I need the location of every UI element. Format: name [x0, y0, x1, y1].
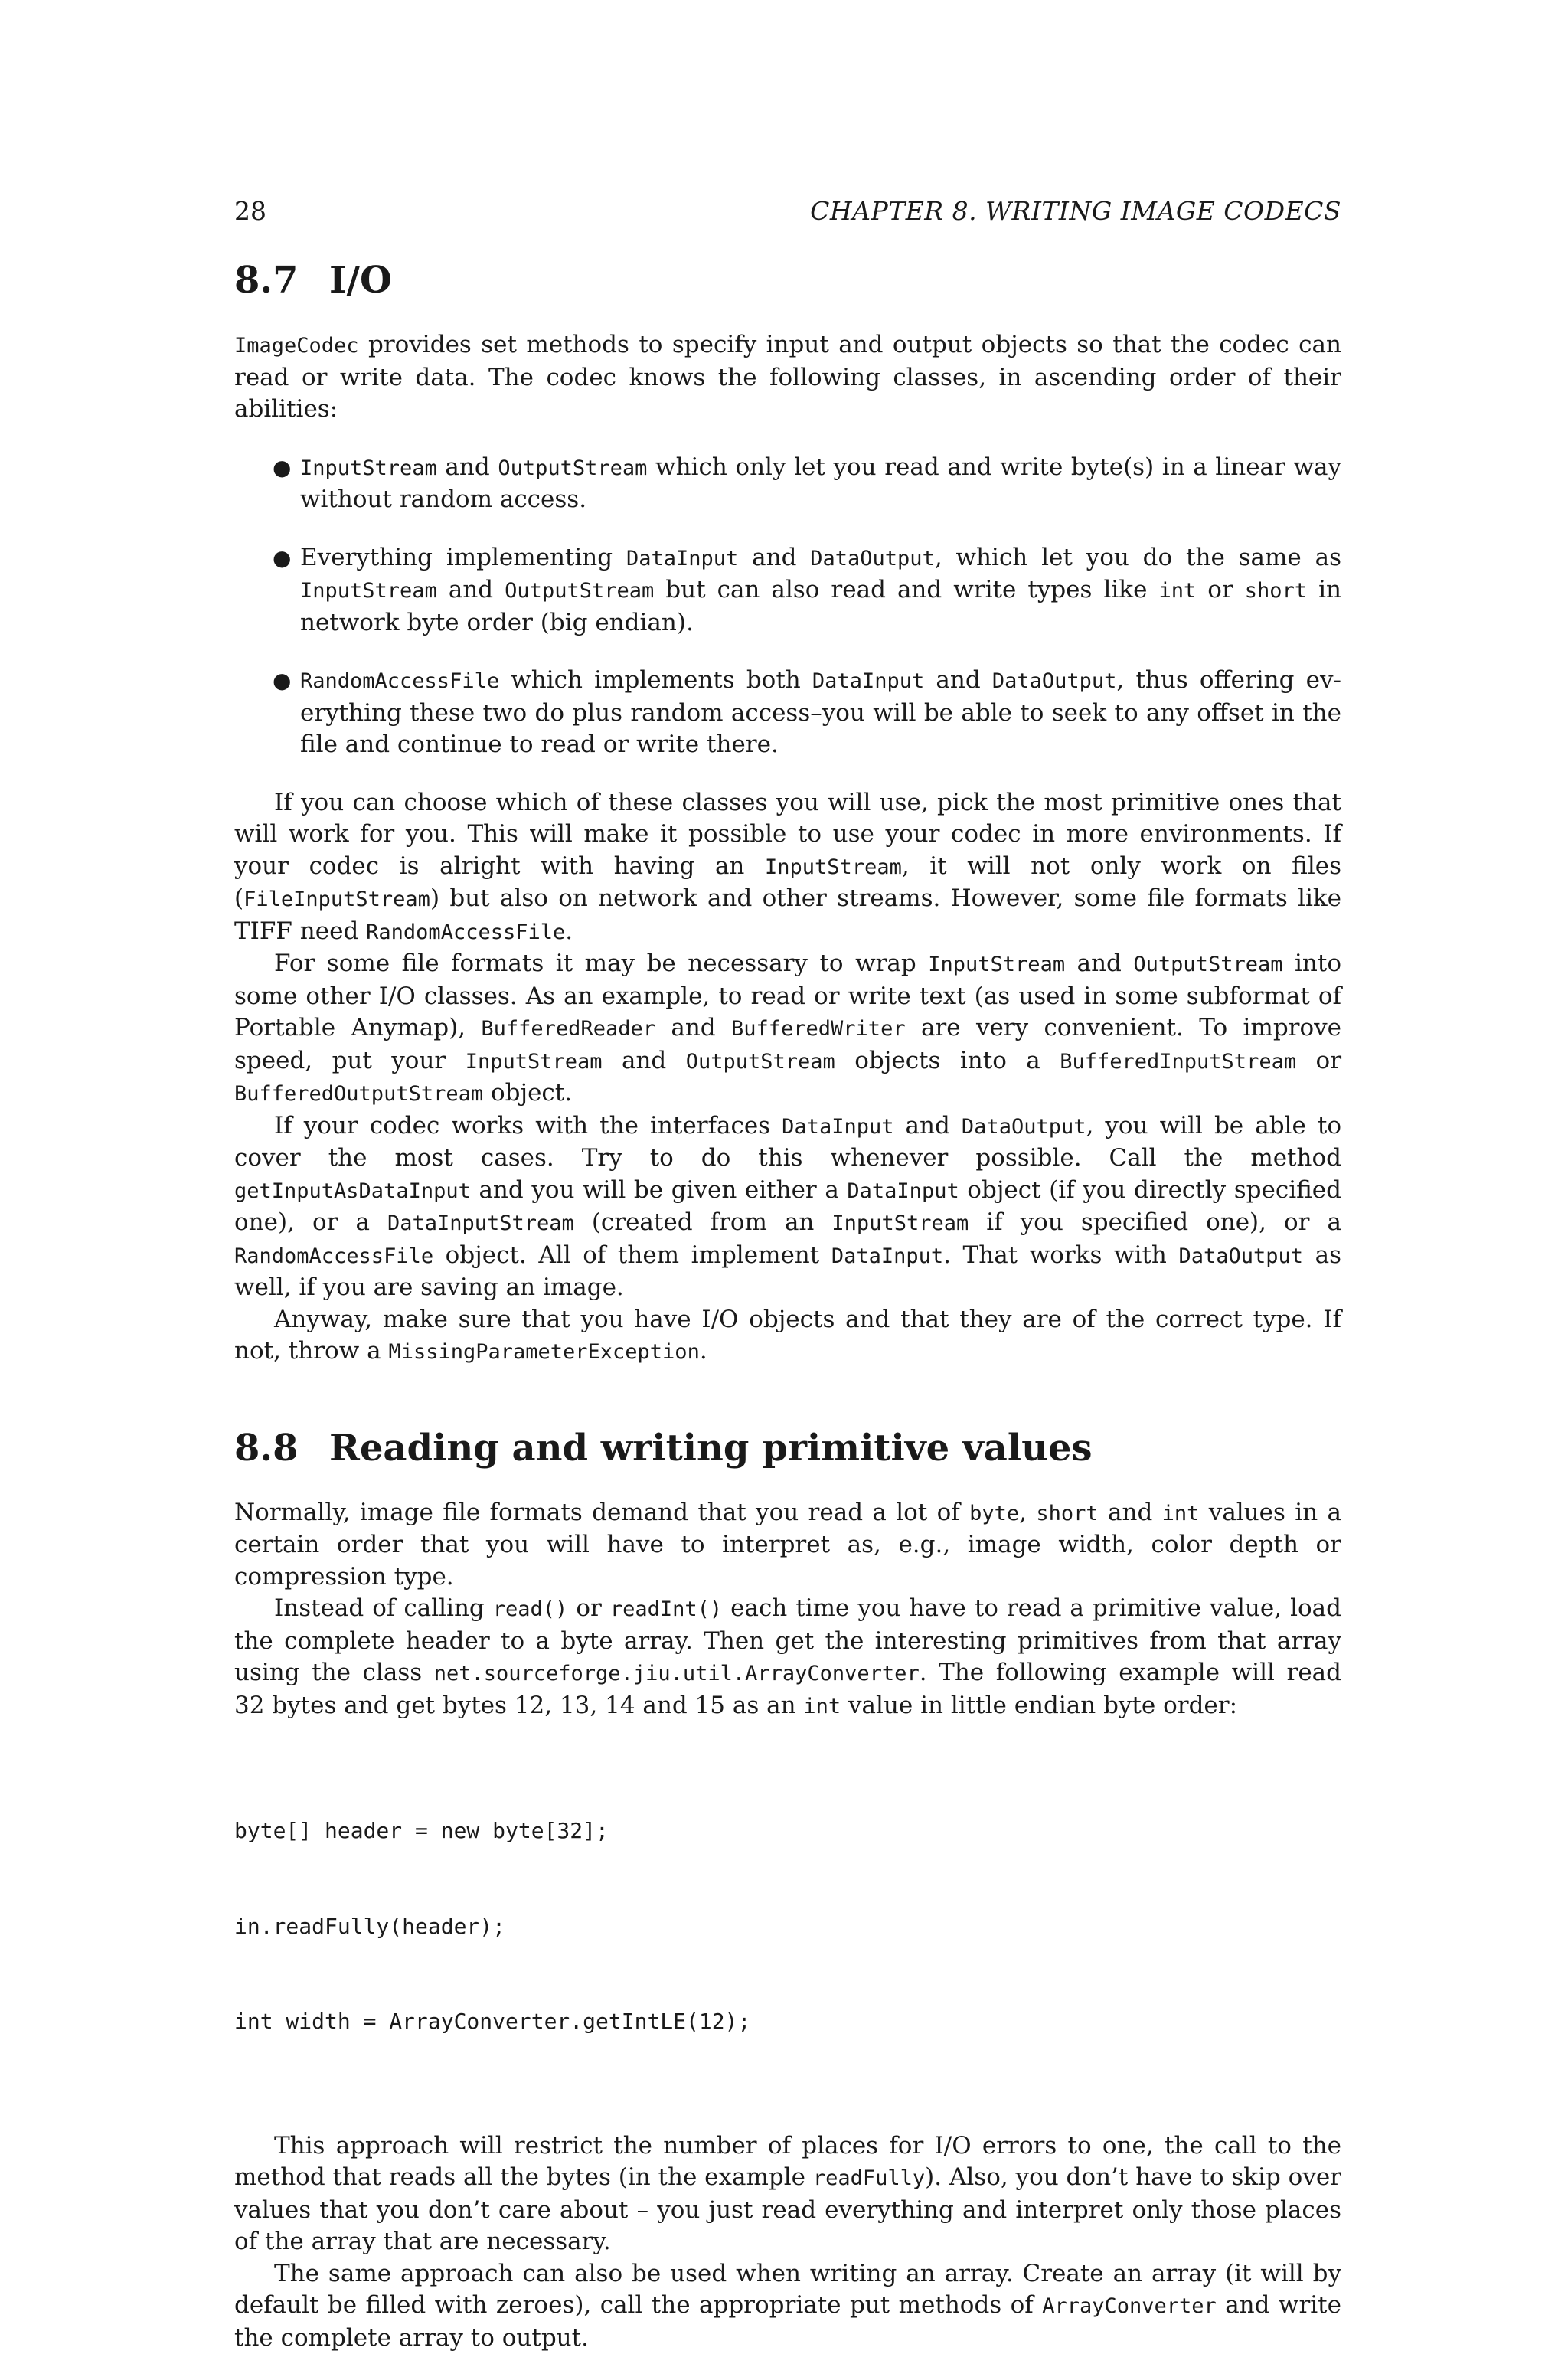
inline-code: InputStream [928, 953, 1065, 976]
inline-code: DataInput [782, 1115, 893, 1139]
inline-code: DataOutput [810, 547, 935, 571]
inline-code: read() [493, 1597, 568, 1621]
code-line: byte[] header = new byte[32]; [234, 1815, 1341, 1847]
body-paragraph: The same approach can also be used when writing an array. Create an array (it will by default be filled with zeroes), call the appropriate put methods of ArrayConverter and write the complete array to output. [234, 2258, 1341, 2354]
bullet-icon: ● [273, 665, 291, 697]
code-line: in.readFully(header); [234, 1911, 1341, 1943]
page-number: 28 [234, 196, 266, 227]
section-title: I/O [329, 259, 392, 302]
inline-code: OutputStream [505, 579, 654, 603]
inline-code: FileInputStream [243, 888, 430, 911]
inline-code: getInputAsDataInput [234, 1179, 471, 1203]
body-paragraph: This approach will restrict the number of places for I/O errors to one, the call to the method that reads all the bytes (in the example readFully). Also, you don’t have to skip over values that you don’t care about – you just read everything and interpret only those places of the array that are necessary. [234, 2130, 1341, 2258]
inline-code: DataInputStream [387, 1211, 574, 1235]
code-block [234, 1751, 1341, 2101]
inline-code: readInt() [610, 1597, 722, 1621]
inline-code: DataOutput [992, 669, 1117, 693]
bullet-item [234, 452, 1341, 516]
inline-code: int [803, 1695, 841, 1718]
inline-code: net.sourceforge.jiu.util.ArrayConverter [434, 1662, 920, 1685]
inline-code: DataInput [831, 1244, 943, 1268]
inline-code: BufferedReader [481, 1017, 655, 1041]
bullet-icon: ● [273, 452, 291, 484]
body-paragraph: If your codec works with the interfaces DataInput and DataOutput, you will be able to cover the most cases. Try to do this whenever possible. Call the method getInputAsDataInput and you will be given either a DataInput object (if you directly specified one), or a DataInputStream (created from an InputStream if you specified one), or a RandomAccessFile object. All of them implement DataInput. That works with DataOutput as well, if you are saving an image. [234, 1110, 1341, 1304]
inline-code: int [1162, 1502, 1200, 1525]
code-line: int width = ArrayConverter.getIntLE(12); [234, 2006, 1341, 2038]
inline-code: BufferedWriter [731, 1017, 906, 1041]
inline-code: OutputStream [686, 1050, 835, 1074]
inline-code: BufferedInputStream [1060, 1050, 1296, 1074]
inline-code: MissingParameterException [388, 1340, 699, 1364]
section-number: 8.8 [234, 1425, 329, 1471]
bullet-item [234, 542, 1341, 639]
section-heading-8-8 [234, 1425, 1341, 1471]
bullet-text: InputStream and OutputStream which only let you read and write byte(s) in a linear way without random access. [300, 453, 1341, 514]
body-paragraph: For some file formats it may be necessary to wrap InputStream and OutputStream into some other I/O classes. As an example, to read or write text (as used in some subformat of Portable Anymap), BufferedReader and BufferedWriter are very convenient. To improve speed, put your InputStream and OutputStream objects into a BufferedInputStream or BufferedOutputStream object. [234, 948, 1341, 1110]
inline-code: InputStream [466, 1050, 603, 1074]
inline-code: short [1036, 1502, 1098, 1525]
bullet-list [234, 452, 1341, 761]
body-paragraph: If you can choose which of these classes you will use, pick the most primitive ones that will work for you. This will make it possible to use your codec in more environments. If your codec is alright with having an InputStream, it will not only work on files (FileInputStream) but also on network and other streams. However, some file formats like TIFF need RandomAccessFile. [234, 787, 1341, 949]
inline-code: RandomAccessFile [366, 920, 565, 944]
section-title: Reading and writing primitive values [329, 1427, 1093, 1470]
bullet-text: RandomAccessFile which implements both DataInput and DataOutput, thus offering everything these two do plus random access–you will be able to seek to any offset in the file and continue to read or write there. [300, 666, 1341, 758]
section-heading-8-7 [234, 257, 1341, 303]
inline-code: RandomAccessFile [234, 1244, 433, 1268]
bullet-item [234, 665, 1341, 761]
inline-code: DataInput [626, 547, 738, 571]
inline-code: DataOutput [1178, 1244, 1303, 1268]
running-head: CHAPTER 8. WRITING IMAGE CODECS [810, 196, 1341, 227]
body-paragraph: Anyway, make sure that you have I/O objects and that they are of the correct type. If not, throw a MissingParameterException. [234, 1304, 1341, 1368]
section-number: 8.7 [234, 257, 329, 303]
inline-code: OutputStream [498, 456, 647, 480]
inline-code: OutputStream [1133, 953, 1282, 976]
inline-code: ImageCodec [234, 334, 359, 358]
body-paragraph: Instead of calling read() or readInt() each time you have to read a primitive value, load the complete header to a byte array. Then get the interesting primitives from that array using the class net.sourceforge.jiu.util.ArrayConverter. The following example will read 32 bytes and get bytes 12, 13, 14 and 15 as an int value in little endian byte order: [234, 1593, 1341, 1722]
inline-code: InputStream [300, 456, 437, 480]
inline-code: InputStream [765, 855, 902, 879]
inline-code: InputStream [831, 1211, 969, 1235]
inline-code: DataOutput [962, 1115, 1086, 1139]
inline-code: byte [969, 1502, 1019, 1525]
inline-code: int [1158, 579, 1196, 603]
body-paragraph: Normally, image file formats demand that you read a lot of byte, short and int values in a certain order that you will have to interpret as, e.g., image width, color depth or compression type. [234, 1497, 1341, 1594]
inline-code: InputStream [300, 579, 437, 603]
inline-code: ArrayConverter [1042, 2294, 1217, 2318]
inline-code: BufferedOutputStream [234, 1082, 483, 1106]
inline-code: RandomAccessFile [300, 669, 499, 693]
inline-code: DataInput [812, 669, 924, 693]
bullet-icon: ● [273, 542, 291, 574]
inline-code: readFully [813, 2166, 925, 2190]
section-intro: ImageCodec provides set methods to specify input and output objects so that the codec can read or write data. The codec knows the following classes, in ascending order of their abilities: [234, 329, 1341, 426]
inline-code: short [1245, 579, 1307, 603]
inline-code: DataInput [847, 1179, 959, 1203]
page-body [234, 257, 1341, 2354]
bullet-text: Everything implementing DataInput and DataOutput, which let you do the same as InputStream and OutputStream but can also read and write types like int or short in network byte order (big endian). [300, 544, 1341, 636]
